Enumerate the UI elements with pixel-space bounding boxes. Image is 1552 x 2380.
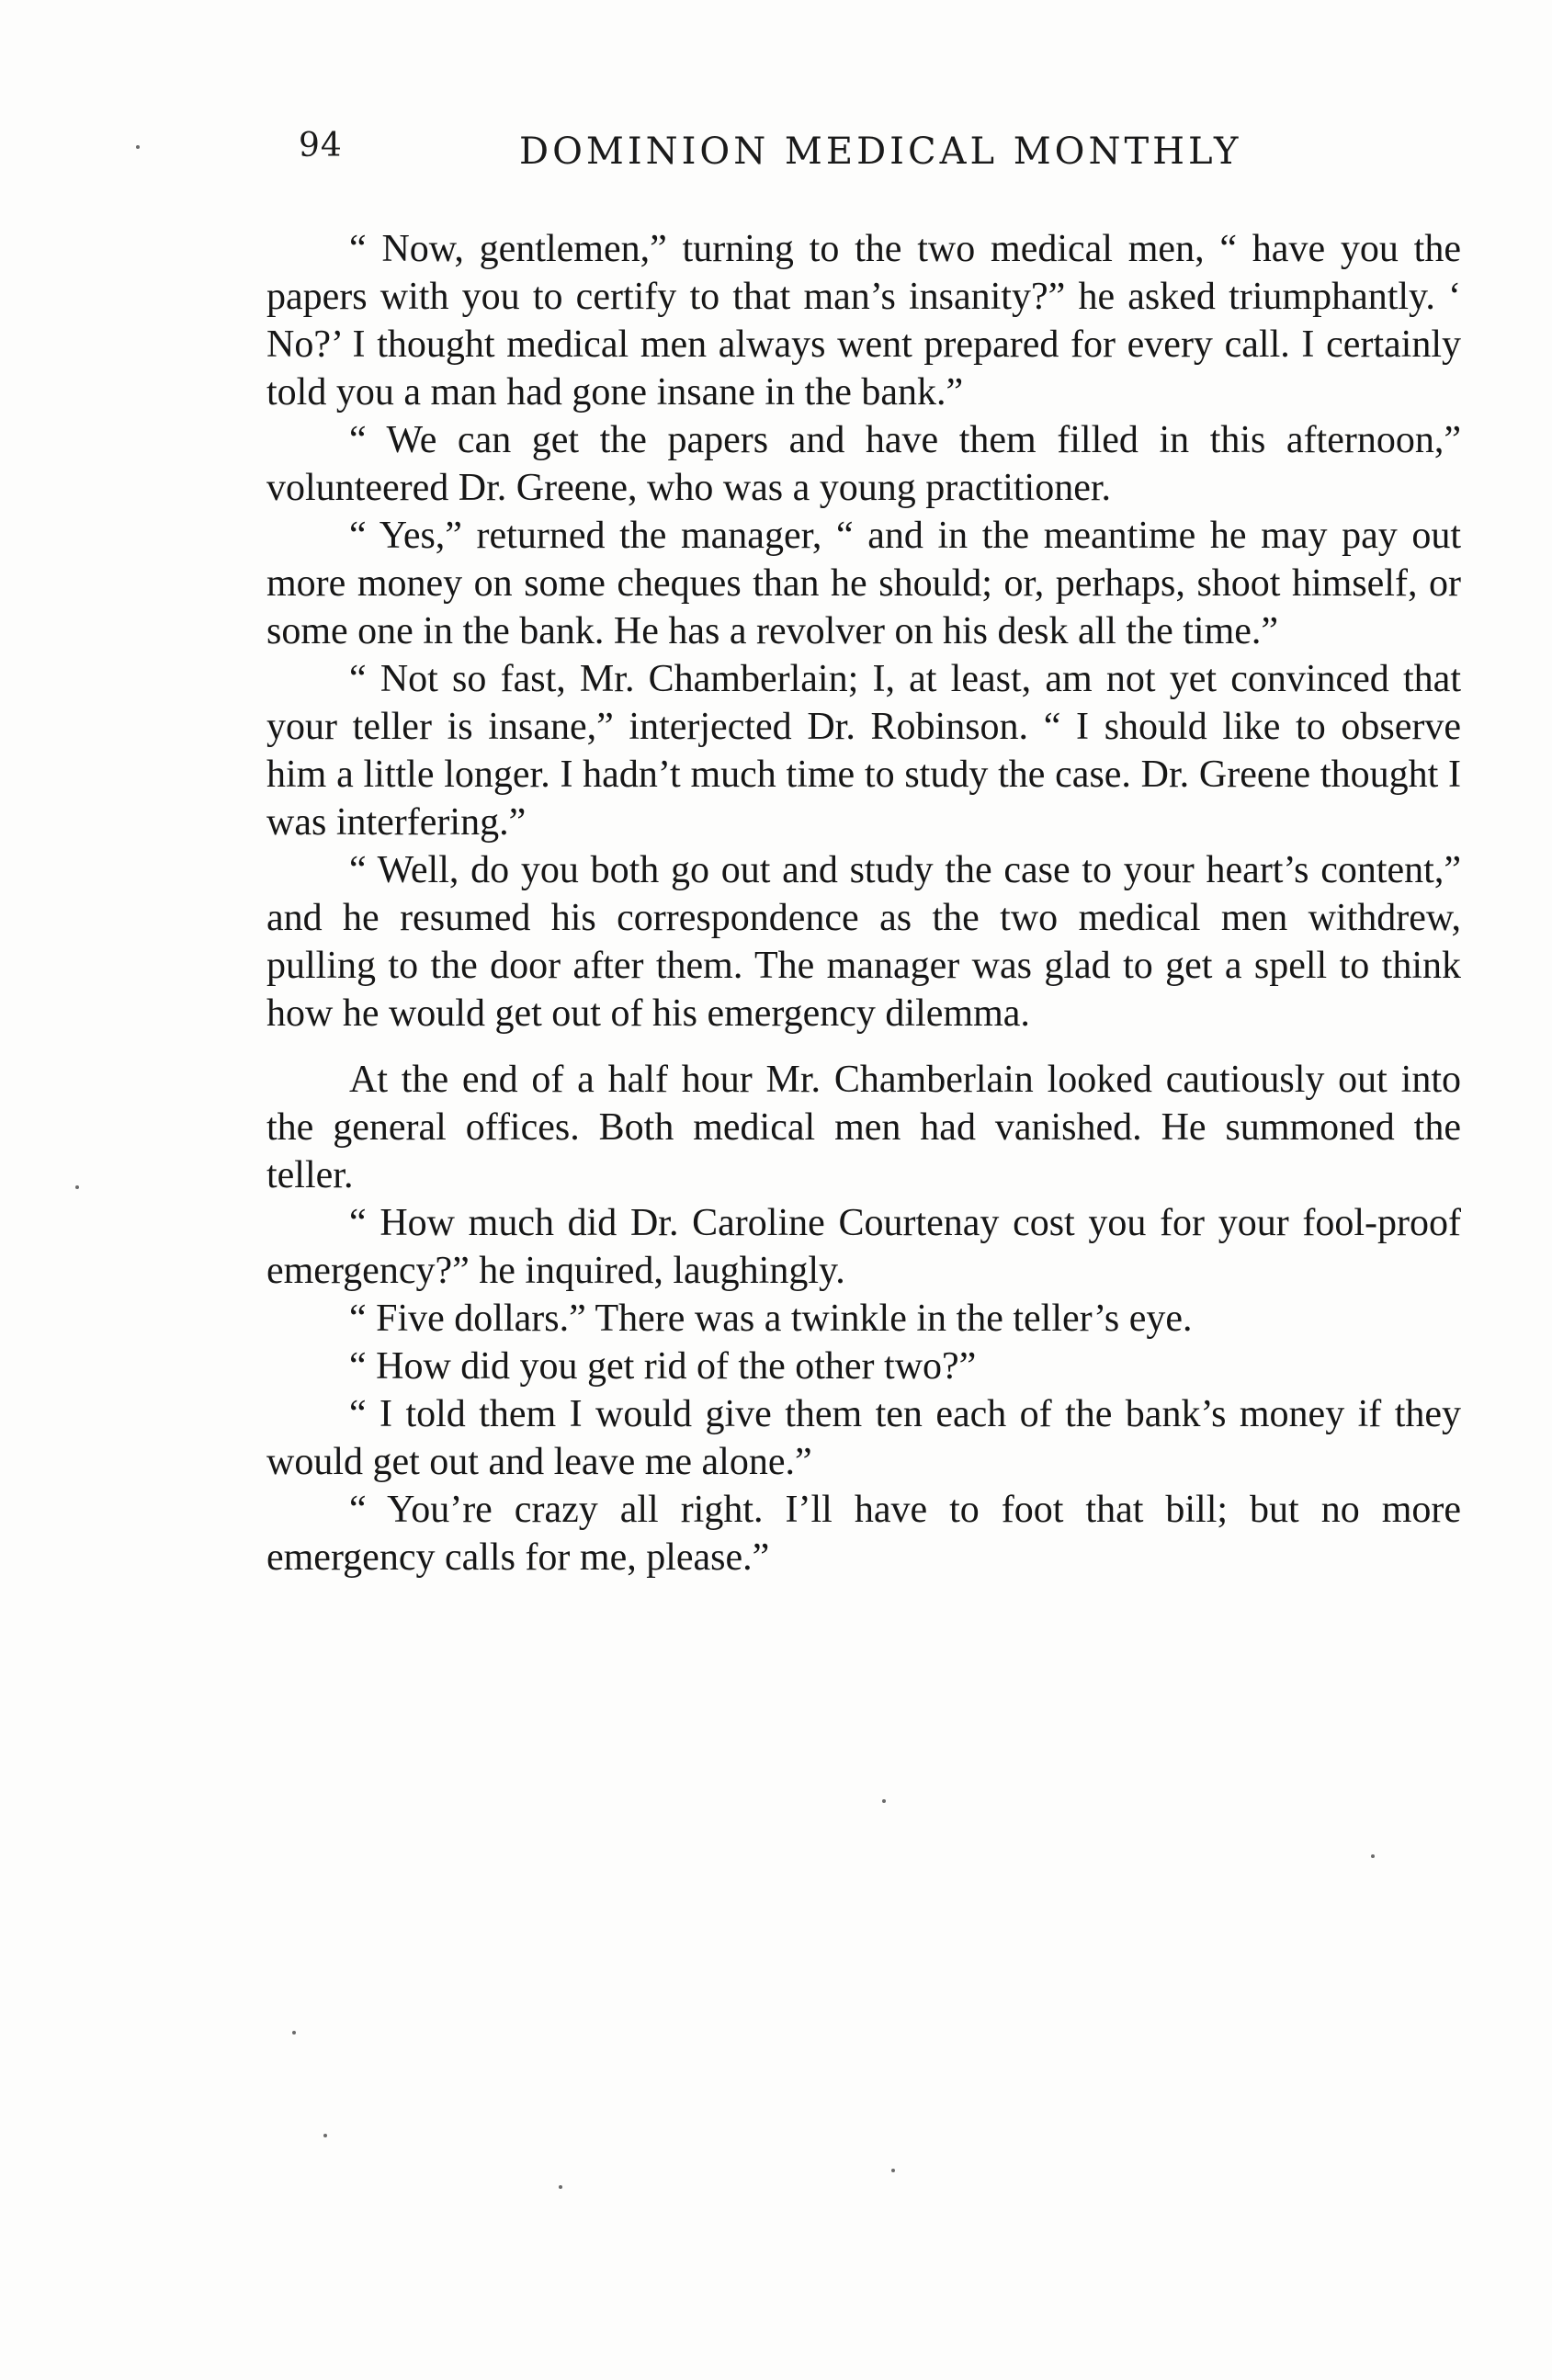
paragraph: “ You’re crazy all right. I’ll have to foot that bill; but no more emergency calls for me, please.” xyxy=(266,1489,1461,1579)
paragraph: “ Not so fast, Mr. Chamberlain; I, at least, am not yet convinced that your teller is insane,” interjected Dr. Robinson. “ I should like to observe him a little longer. I hadn’t much time to study the case. Dr. Greene thought I was interfering.” xyxy=(266,658,1461,844)
paragraph: “ How did you get rid of the other two?” xyxy=(349,1345,977,1388)
paragraph: “ We can get the papers and have them filled in this afternoon,” volunteered Dr. Greene, who was a young practitioner. xyxy=(266,419,1461,509)
paragraph: “ Five dollars.” There was a twinkle in the teller’s eye. xyxy=(349,1298,1193,1340)
scan-speck xyxy=(559,2185,562,2189)
scan-speck xyxy=(136,145,140,149)
scan-speck xyxy=(1371,1854,1375,1858)
paragraph: “ I told them I would give them ten each of the bank’s money if they would get out and leave me alone.” xyxy=(266,1393,1461,1483)
paragraph: At the end of a half hour Mr. Chamberlain looked cautiously out into the general offices. Both medical men had vanished. He summoned the teller. xyxy=(266,1059,1461,1196)
page-number: 94 xyxy=(299,127,343,164)
scan-speck xyxy=(891,2169,895,2172)
paragraph: “ Yes,” returned the manager, “ and in the meantime he may pay out more money on some cheques than he should; or, perhaps, shoot himself, or some one in the bank. He has a revolver on his desk all the time.” xyxy=(266,515,1461,652)
paragraph: “ Now, gentlemen,” turning to the two medical men, “ have you the papers with you to certify to that man’s insanity?” he asked triumphantly. ‘ No?’ I thought medical men always went prepared for every call. I certainly told you a man had gone insane in the bank.” xyxy=(266,228,1461,414)
paragraph: “ Well, do you both go out and study the case to your heart’s content,” and he resumed his correspondence as the two medical men withdrew, pulling to the door after them. The manager was glad to get a spell to think how he would get out of his emergency dilemma. xyxy=(266,849,1461,1035)
scan-speck xyxy=(323,2134,327,2137)
scan-speck xyxy=(75,1185,79,1189)
scan-speck xyxy=(292,2031,296,2034)
body-text xyxy=(266,225,1461,1581)
paragraph: “ How much did Dr. Caroline Courtenay cost you for your fool-proof emergency?” he inquired, laughingly. xyxy=(266,1202,1461,1292)
scan-speck xyxy=(882,1799,886,1803)
running-head xyxy=(299,127,1263,182)
journal-title: DOMINION MEDICAL MONTHLY xyxy=(519,130,1242,173)
